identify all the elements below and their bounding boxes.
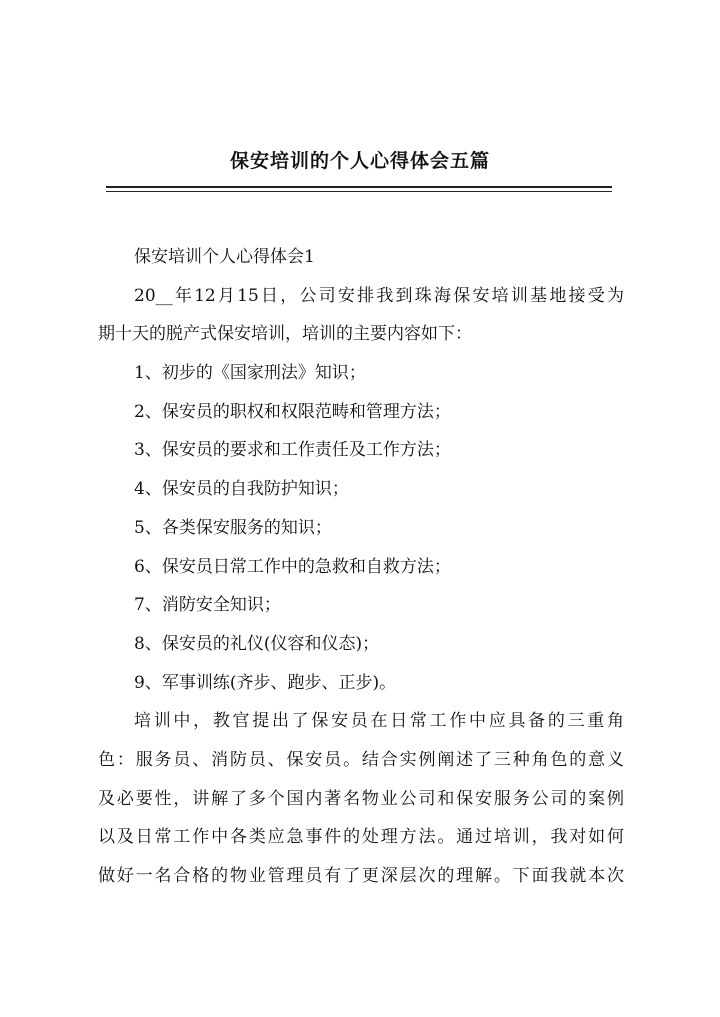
- document-body: [98, 238, 624, 896]
- list-item: 7、消防安全知识；: [134, 595, 281, 616]
- list-item: 8、保安员的礼仪(仪容和仪态)；: [134, 633, 380, 654]
- title-divider-thick: [106, 186, 612, 188]
- list-item: 3、保安员的要求和工作责任及工作方法；: [134, 440, 451, 461]
- list-item: 5、各类保安服务的知识；: [134, 517, 332, 538]
- paragraph-line: 做好一名合格的物业管理员有了更深层次的理解。下面我就本次: [98, 866, 624, 886]
- document-title: 保安培训的个人心得体会五篇: [229, 150, 490, 172]
- section-heading: 保安培训个人心得体会1: [134, 247, 315, 267]
- paragraph-line: 及必要性，讲解了多个国内著名物业公司和保安服务公司的案例: [98, 788, 624, 809]
- paragraph-line: 色：服务员、消防员、保安员。结合实例阐述了三种角色的意义: [98, 749, 624, 770]
- list-item: 1、初步的《国家刑法》知识；: [134, 363, 366, 384]
- paragraph-line: 20__年12月15日，公司安排我到珠海保安培训基地接受为: [134, 285, 624, 306]
- paragraph-line: 培训中，教官提出了保安员在日常工作中应具备的三重角: [134, 711, 624, 732]
- paragraph-line: 以及日常工作中各类应急事件的处理方法。通过培训，我对如何: [98, 827, 624, 848]
- list-item: 6、保安员日常工作中的急救和自救方法；: [134, 556, 451, 577]
- paragraph-line: 期十天的脱产式保安培训，培训的主要内容如下：: [98, 324, 472, 345]
- list-item: 9、军事训练(齐步、跑步、正步)。: [134, 672, 397, 693]
- list-item: 4、保安员的自我防护知识；: [134, 479, 349, 500]
- title-divider-thin: [106, 191, 612, 192]
- list-item: 2、保安员的职权和权限范畴和管理方法；: [134, 401, 451, 422]
